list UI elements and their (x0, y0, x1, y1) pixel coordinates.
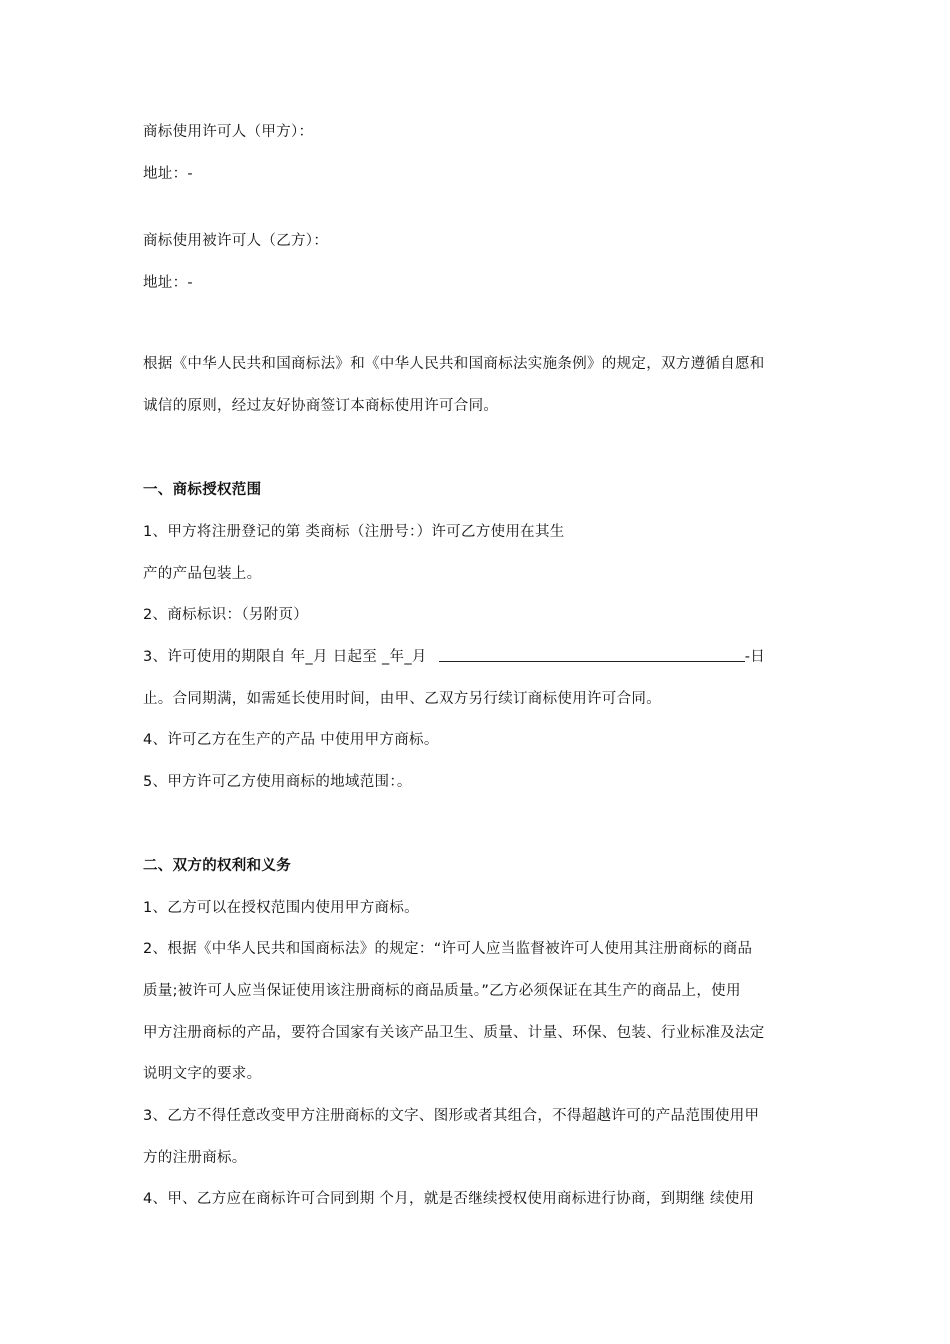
s1-item3-text: 3、许可使用的期限自 年_月 日起至 _年_月 (143, 649, 427, 665)
s2-item2-line-1: 2、根据《中华人民共和国商标法》的规定：“许可人应当监督被许可人使用其注册商标的商品 (143, 941, 753, 957)
licensor-label: 商标使用许可人（甲方）： (143, 124, 314, 140)
s1-item4: 4、许可乙方在生产的产品 中使用甲方商标。 (143, 732, 439, 748)
preamble-line-2: 诚信的原则，经过友好协商签订本商标使用许可合同。 (143, 398, 499, 414)
section-2-title: 二、双方的权利和义务 (143, 858, 291, 874)
s2-item3-line-2: 方的注册商标。 (143, 1150, 247, 1166)
preamble-line-1: 根据《中华人民共和国商标法》和《中华人民共和国商标法实施条例》的规定，双方遵循自愿和 (143, 356, 765, 372)
s2-item2-line-2: 质量;被许可人应当保证使用该注册商标的商品质量。”乙方必须保证在其生产的商品上，使用 (143, 983, 741, 999)
s1-item5: 5、甲方许可乙方使用商标的地域范围：。 (143, 774, 412, 790)
s1-item1-line-1: 1、甲方将注册登记的第 类商标（注册号：）许可乙方使用在其生 (143, 524, 565, 540)
s1-item1-line-2: 产的产品包装上。 (143, 566, 262, 582)
s1-item3-tail: -日 (744, 649, 766, 665)
licensee-address: 地址：- (143, 275, 193, 291)
s2-item4-line-1: 4、甲、乙方应在商标许可合同到期 个月，就是否继续授权使用商标进行协商，到期继 续使用 (143, 1191, 755, 1207)
s1-item3-line-1 (143, 647, 765, 667)
s1-item2: 2、商标标识：（另附页） (143, 607, 309, 623)
section-1-title: 一、商标授权范围 (143, 482, 262, 498)
s2-item3-line-1: 3、乙方不得任意改变甲方注册商标的文字、图形或者其组合，不得超越许可的产品范围使用甲 (143, 1108, 760, 1124)
s2-item2-line-4: 说明文字的要求。 (143, 1066, 262, 1082)
s2-item1: 1、乙方可以在授权范围内使用甲方商标。 (143, 900, 419, 916)
s2-item2-line-3: 甲方注册商标的产品，要符合国家有关该产品卫生、质量、计量、环保、包装、行业标准及法定 (143, 1025, 765, 1041)
s1-item3-line-2: 止。合同期满，如需延长使用时间，由甲、乙双方另行续订商标使用许可合同。 (143, 691, 661, 707)
licensor-address: 地址：- (143, 166, 193, 182)
licensee-label: 商标使用被许可人（乙方）： (143, 233, 329, 249)
blank-underline (439, 647, 745, 662)
